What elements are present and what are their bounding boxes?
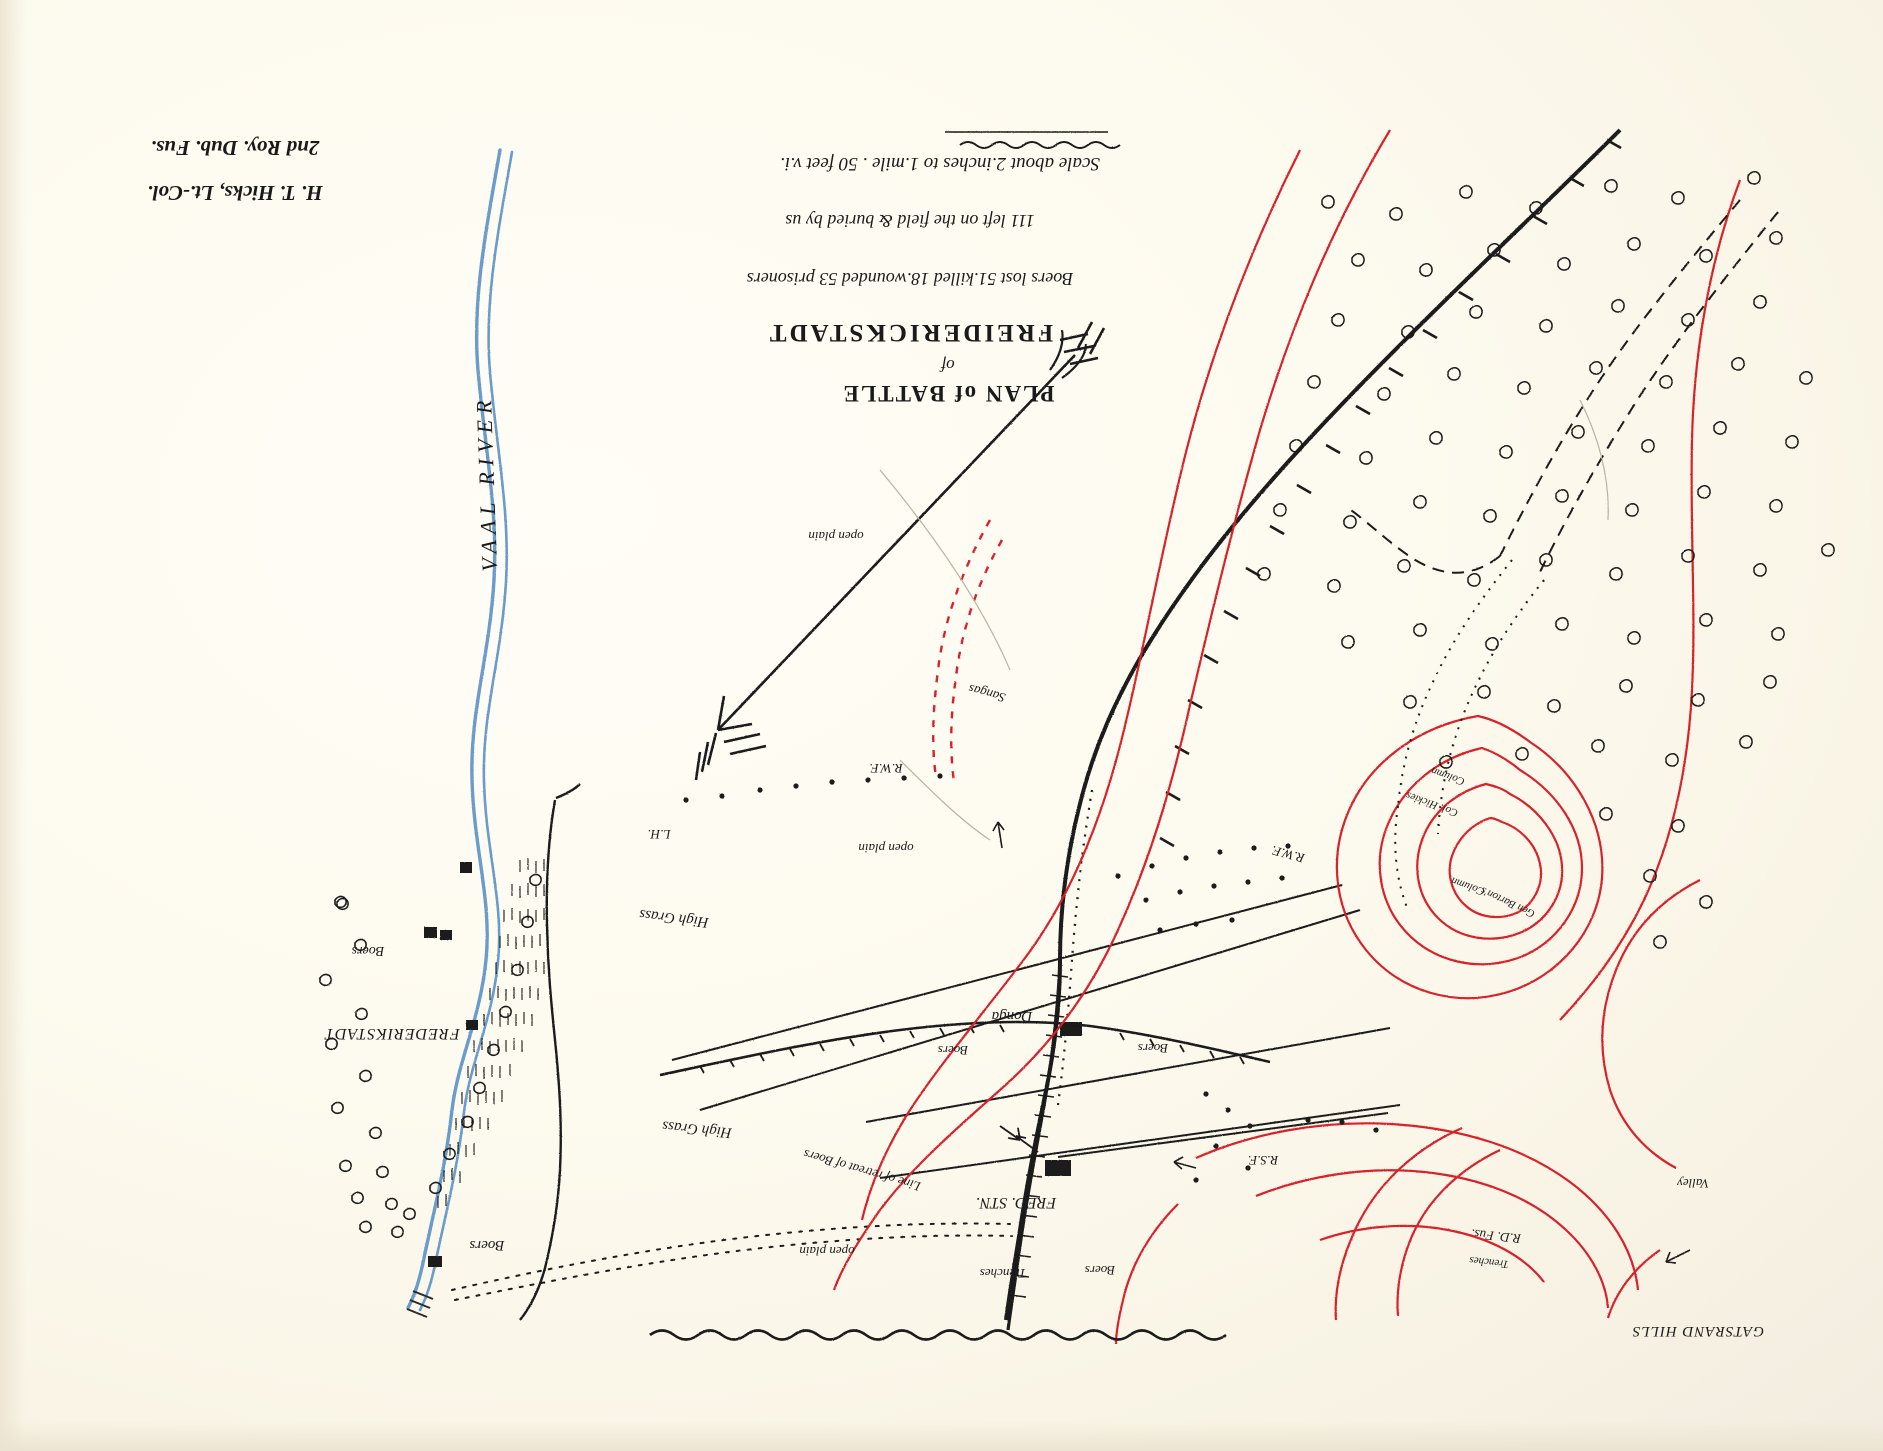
map-label-boers-trenches: Boers (1084, 1263, 1116, 1278)
map-label-boers-town-west: Boers (469, 1237, 505, 1253)
map-label-boers-north-town: Boers (351, 943, 385, 958)
author-credit-line2: 2nd Roy. Dub. Fus. (150, 136, 320, 160)
map-label-open-plain-centre: open plain (858, 841, 914, 856)
railway-embankment (1008, 960, 1082, 1330)
donga-arrow (1000, 1126, 1038, 1152)
red-contour-lines (834, 130, 1740, 1344)
direction-arrows (993, 822, 1690, 1263)
stipple-ground-marks (683, 773, 1378, 1182)
map-label-sangas: Sangas (966, 681, 1007, 706)
dashed-roads-east (1348, 200, 1778, 573)
map-label-open-plain-north: open plain (808, 529, 864, 544)
map-label-fred-station: FRED. STN. (975, 1194, 1057, 1211)
map-label-lh-unit: L.H. (647, 827, 671, 842)
author-credit-line1: H. T. Hicks, Lt.-Col. (147, 181, 323, 205)
scrub-field-east (1258, 172, 1834, 948)
plan-title-of: of (941, 356, 955, 375)
map-label-line-of-retreat: Line of retreat of Boers (801, 1146, 923, 1195)
casualty-caption: Boers lost 51.killed 18.wounded 53 prisoners (746, 269, 1074, 289)
vaal-river-line (407, 150, 512, 1317)
map-label-valley: Valley (1677, 1176, 1709, 1191)
map-label-col-hickies-column-2: Column (1429, 764, 1467, 788)
scale-caption: Scale about 2.inches to 1.mile . 50 feet v.i. (780, 153, 1100, 174)
scale-bar-underline (945, 132, 1120, 148)
map-label-gen-bartons-column: Column (1449, 874, 1487, 898)
railway-line (1006, 130, 1621, 1320)
map-label-vaal-river: VAAL RIVER (470, 394, 503, 572)
faint-pencil-lines (880, 400, 1608, 840)
red-dotted-path (933, 520, 1002, 782)
map-label-high-grass-south: High Grass (661, 1117, 733, 1141)
gatsrand-ridge-line (650, 1331, 1226, 1340)
map-label-frederikstadt-town: FREDERIKSTADT (324, 1025, 460, 1042)
dotted-track-west (452, 1224, 1012, 1300)
map-label-rwf-unit: R.W.F. (869, 761, 903, 776)
map-label-trenches-east: Trenches (1468, 1253, 1510, 1271)
map-label-rwf-east: R.W.F. (1269, 842, 1307, 867)
plan-title-line1: PLAN of BATTLE (841, 381, 1055, 406)
casualty-caption-2: 111 left on the field & buried by us (785, 211, 1035, 231)
map-label-rd-fus-unit: R.D. Fus. (1470, 1226, 1522, 1247)
map-label-trenches: Trenches (979, 1266, 1027, 1281)
map-label-gatsrand-hills: GATSRAND HILLS (1631, 1323, 1765, 1339)
plan-title-place: FREIDERICKSTADT (766, 319, 1054, 346)
town-boundary (520, 784, 580, 1320)
map-label-boers-donga-east: Boers (1137, 1041, 1169, 1056)
map-label-high-grass-north: High Grass (638, 905, 710, 931)
map-label-col-hickies-column: Col. Hickies (1404, 789, 1460, 819)
advance-arrow (696, 322, 1104, 780)
map-label-rsf-unit: R.S.F. (1247, 1153, 1279, 1168)
map-label-open-plain-south: open plain (799, 1244, 855, 1259)
map-label-boers-donga-west: Boers (937, 1043, 969, 1058)
map-label-gen-bartons: Gen Barton's (1479, 884, 1537, 920)
dotted-line-railway (1058, 790, 1092, 1105)
map-label-donga: Donga (991, 1008, 1033, 1024)
